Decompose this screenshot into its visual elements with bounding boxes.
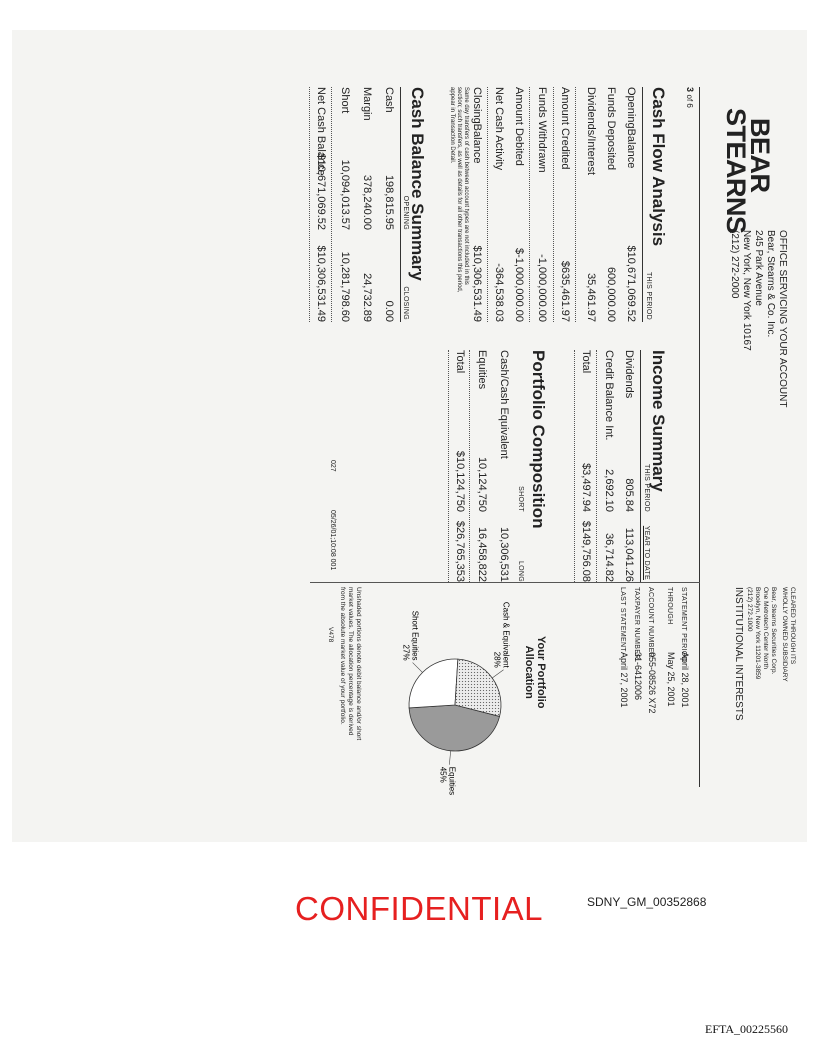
portfolio-short: $10,124,750 [454, 450, 466, 512]
cash-balance-closing: 10,281,798.60 [339, 251, 351, 322]
dotted-rule [487, 87, 488, 322]
dotted-rule [574, 350, 575, 582]
efta-number: EFTA_00225560 [705, 1022, 789, 1036]
clearing-line-5: Brooklyn, New York 11201-3859 [754, 587, 761, 680]
pie-slices [409, 659, 501, 751]
allocation-note-2: market values. The allocation percentage is derived [347, 587, 354, 736]
cash-flow-row-value: $635,461.97 [559, 260, 571, 322]
cash-flow-row-label: Dividends/Interest [585, 87, 597, 176]
dotted-rule [596, 350, 597, 582]
cash-balance-closing: 24,732.89 [361, 273, 373, 322]
col-closing: CLOSING [402, 286, 409, 320]
statement-page [130, 30, 810, 842]
cash-balance-label: Cash [383, 87, 395, 113]
account-number-label: ACCOUNT NUMBER [647, 587, 654, 658]
cash-flow-row-value: $10,671,069.52 [625, 245, 637, 322]
page-total: of 6 [685, 94, 694, 108]
income-period: 805.84 [623, 478, 635, 512]
cash-flow-row-label: Funds Deposited [605, 87, 617, 171]
cash-balance-closing: $10,306,531.49 [315, 245, 327, 322]
footer-code-right: 05/26/01;10:08 001 [329, 510, 336, 571]
cash-flow-row-value: $-1,000,000.00 [513, 247, 525, 322]
statement-period-label: STATEMENT PERIOD [680, 587, 687, 662]
taxpayer-number-row [631, 587, 645, 714]
cash-flow-col-header: THIS PERIOD [645, 271, 652, 320]
office-line-4: New York, New York 10167 [741, 230, 752, 351]
pie-leader-line [449, 751, 450, 765]
portfolio-long: 10,306,531 [498, 526, 510, 582]
statement-period-value: April 28, 2001 [680, 652, 690, 708]
header-rule [699, 87, 700, 787]
statement-info [617, 587, 692, 714]
footer-code-left: 027 [329, 460, 336, 472]
note-line-1: Same day transfers of cash between account types are not included in this [463, 87, 469, 285]
income-rule [640, 350, 641, 582]
cash-flow-row-label: Funds Withdrawn [536, 87, 548, 173]
portfolio-long: 16,458,822 [476, 526, 488, 582]
rotated-page-frame [130, 30, 810, 842]
cash-balance-label: Margin [361, 87, 373, 121]
dotted-rule [309, 87, 310, 322]
income-label: Credit Balance Int. [603, 350, 615, 441]
clearing-line-1: CLEARED THROUGH ITS [789, 587, 796, 665]
cash-balance-opening: 378,240.00 [361, 174, 373, 230]
col-year-to-date: YEAR TO DATE [643, 525, 650, 580]
cash-flow-note [448, 87, 469, 292]
portfolio-short: 10,124,750 [476, 456, 488, 512]
allocation-note-3: from the absolute market value of your portfolio. [339, 587, 346, 725]
cash-flow-row-label: Amount Credited [559, 87, 571, 170]
dotted-rule [448, 350, 449, 582]
page-number: 3 [685, 87, 695, 93]
logo-line-2: STEARNS [721, 108, 751, 234]
account-number-value: 055-08526 X72 [647, 652, 657, 714]
dotted-rule [469, 350, 470, 582]
income-label: Total [580, 350, 592, 374]
portfolio-label: Equities [476, 350, 488, 390]
portfolio-label: Total [454, 350, 466, 374]
pie-percent: 28% [492, 651, 502, 668]
portfolio-title: Portfolio Composition [529, 350, 548, 529]
cash-balance-rule [400, 87, 401, 322]
col-short: SHORT [517, 486, 524, 512]
cash-balance-label: Short [339, 87, 351, 114]
allocation-pie-chart [375, 587, 515, 796]
dotted-rule [529, 87, 530, 322]
income-label: Dividends [623, 350, 635, 399]
vertical-divider [310, 582, 700, 583]
statement-period-row [678, 587, 692, 714]
taxpayer-number-label: TAXPAYER NUMBER [633, 587, 640, 660]
income-title: Income Summary [649, 350, 668, 492]
cash-balance-opening: $10,671,069.52 [315, 153, 327, 230]
cash-flow-rule [642, 87, 643, 322]
through-row [664, 587, 678, 714]
cash-balance-title: Cash Balance Summary [408, 87, 427, 281]
bear-stearns-logo [721, 108, 775, 234]
clearing-line-2: WHOLLY OWNED SUBSIDIARY [781, 587, 788, 682]
clearing-info [734, 587, 796, 721]
clearing-line-3: Bear, Stearns Securities Corp. [770, 587, 777, 675]
office-line-3: 245 Park Avenue [753, 230, 764, 306]
last-statement-row [617, 587, 631, 714]
cash-flow-row-value: $10,306,531.49 [471, 245, 483, 322]
pie-label: Cash & Equivalent [501, 601, 511, 668]
bates-number: SDNY_GM_00352868 [587, 895, 707, 909]
pie-label: Equities [447, 766, 457, 796]
pie-leader-line [413, 663, 423, 673]
allocation-note-1: Unshaded portions denote debit balance and/or short [355, 587, 362, 741]
dotted-rule [553, 87, 554, 322]
cash-flow-row-label: Net Cash Activity [493, 87, 505, 171]
cash-flow-row-value: 35,461.97 [585, 273, 597, 322]
pie-percent: 27% [401, 644, 411, 661]
scanned-statement [12, 30, 807, 842]
office-address [728, 230, 788, 407]
pie-leader-line [492, 670, 503, 678]
note-line-3: appear in Transaction Detail. [449, 87, 455, 164]
clearing-line-4: One Metrotech Center North [762, 587, 769, 670]
col-long: LONG [517, 560, 524, 582]
confidential-stamp: CONFIDENTIAL [295, 890, 544, 927]
cash-balance-opening: 198,815.95 [383, 174, 395, 230]
income-ytd: $149,756.08 [580, 520, 592, 582]
income-period: $3,497.94 [580, 463, 592, 512]
note-line-2: section; such transfers, as well as details for all other transactions this period, [456, 87, 462, 293]
through-label: THROUGH [666, 587, 673, 625]
income-ytd: 113,041.26 [623, 527, 635, 582]
office-line-5: (212) 272-2000 [729, 230, 740, 299]
last-statement-label: LAST STATEMENT [619, 587, 626, 652]
taxpayer-number-value: 31-6412006 [633, 652, 643, 701]
allocation-title-1: Your Portfolio [535, 636, 547, 709]
cash-balance-label: Net Cash Balance [315, 87, 327, 176]
allocation-code: V478 [327, 627, 334, 643]
dotted-rule [331, 87, 332, 322]
dotted-rule [575, 87, 576, 322]
last-statement-value: April 27, 2001 [619, 652, 629, 708]
office-line-2: Bear, Stearns & Co. Inc. [765, 230, 776, 338]
cash-flow-row-value: 600,000.00 [605, 266, 617, 322]
allocation-note [326, 587, 362, 740]
col-opening: OPENING [402, 195, 409, 230]
cash-flow-row-label: ClosingBalance [471, 87, 483, 164]
cash-flow-row-label: Amount Debited [513, 87, 525, 166]
portfolio-label: Cash/Cash Equivalent [498, 350, 510, 459]
account-name: INSTITUTIONAL INTERESTS [733, 587, 744, 721]
cash-balance-opening: 10,094,013.57 [339, 159, 351, 230]
allocation-title-2: Allocation [523, 645, 535, 699]
page-indicator [685, 87, 695, 108]
cash-flow-row-value: -1,000,000.00 [536, 254, 548, 322]
account-number-row [645, 587, 659, 714]
portfolio-long: $26,765,353 [454, 520, 466, 582]
through-value: May 25, 2001 [666, 652, 676, 707]
pie-percent: 45% [438, 766, 448, 783]
allocation-title [523, 636, 547, 709]
cash-flow-title: Cash Flow Analysis [649, 87, 668, 247]
income-period: 2,692.10 [603, 469, 615, 512]
logo-line-1: BEAR [745, 118, 775, 193]
clearing-line-6: (212) 272-1000 [746, 587, 753, 632]
cash-flow-row-label: OpeningBalance [625, 87, 637, 169]
col-this-period: THIS PERIOD [643, 463, 650, 512]
cash-flow-row-value: -364,538.03 [493, 263, 505, 322]
pie-label: Short Equities [410, 610, 420, 661]
income-ytd: 36,714.82 [603, 533, 615, 582]
office-line-1: OFFICE SERVICING YOUR ACCOUNT [777, 230, 788, 408]
cash-balance-closing: 0.00 [383, 300, 395, 322]
